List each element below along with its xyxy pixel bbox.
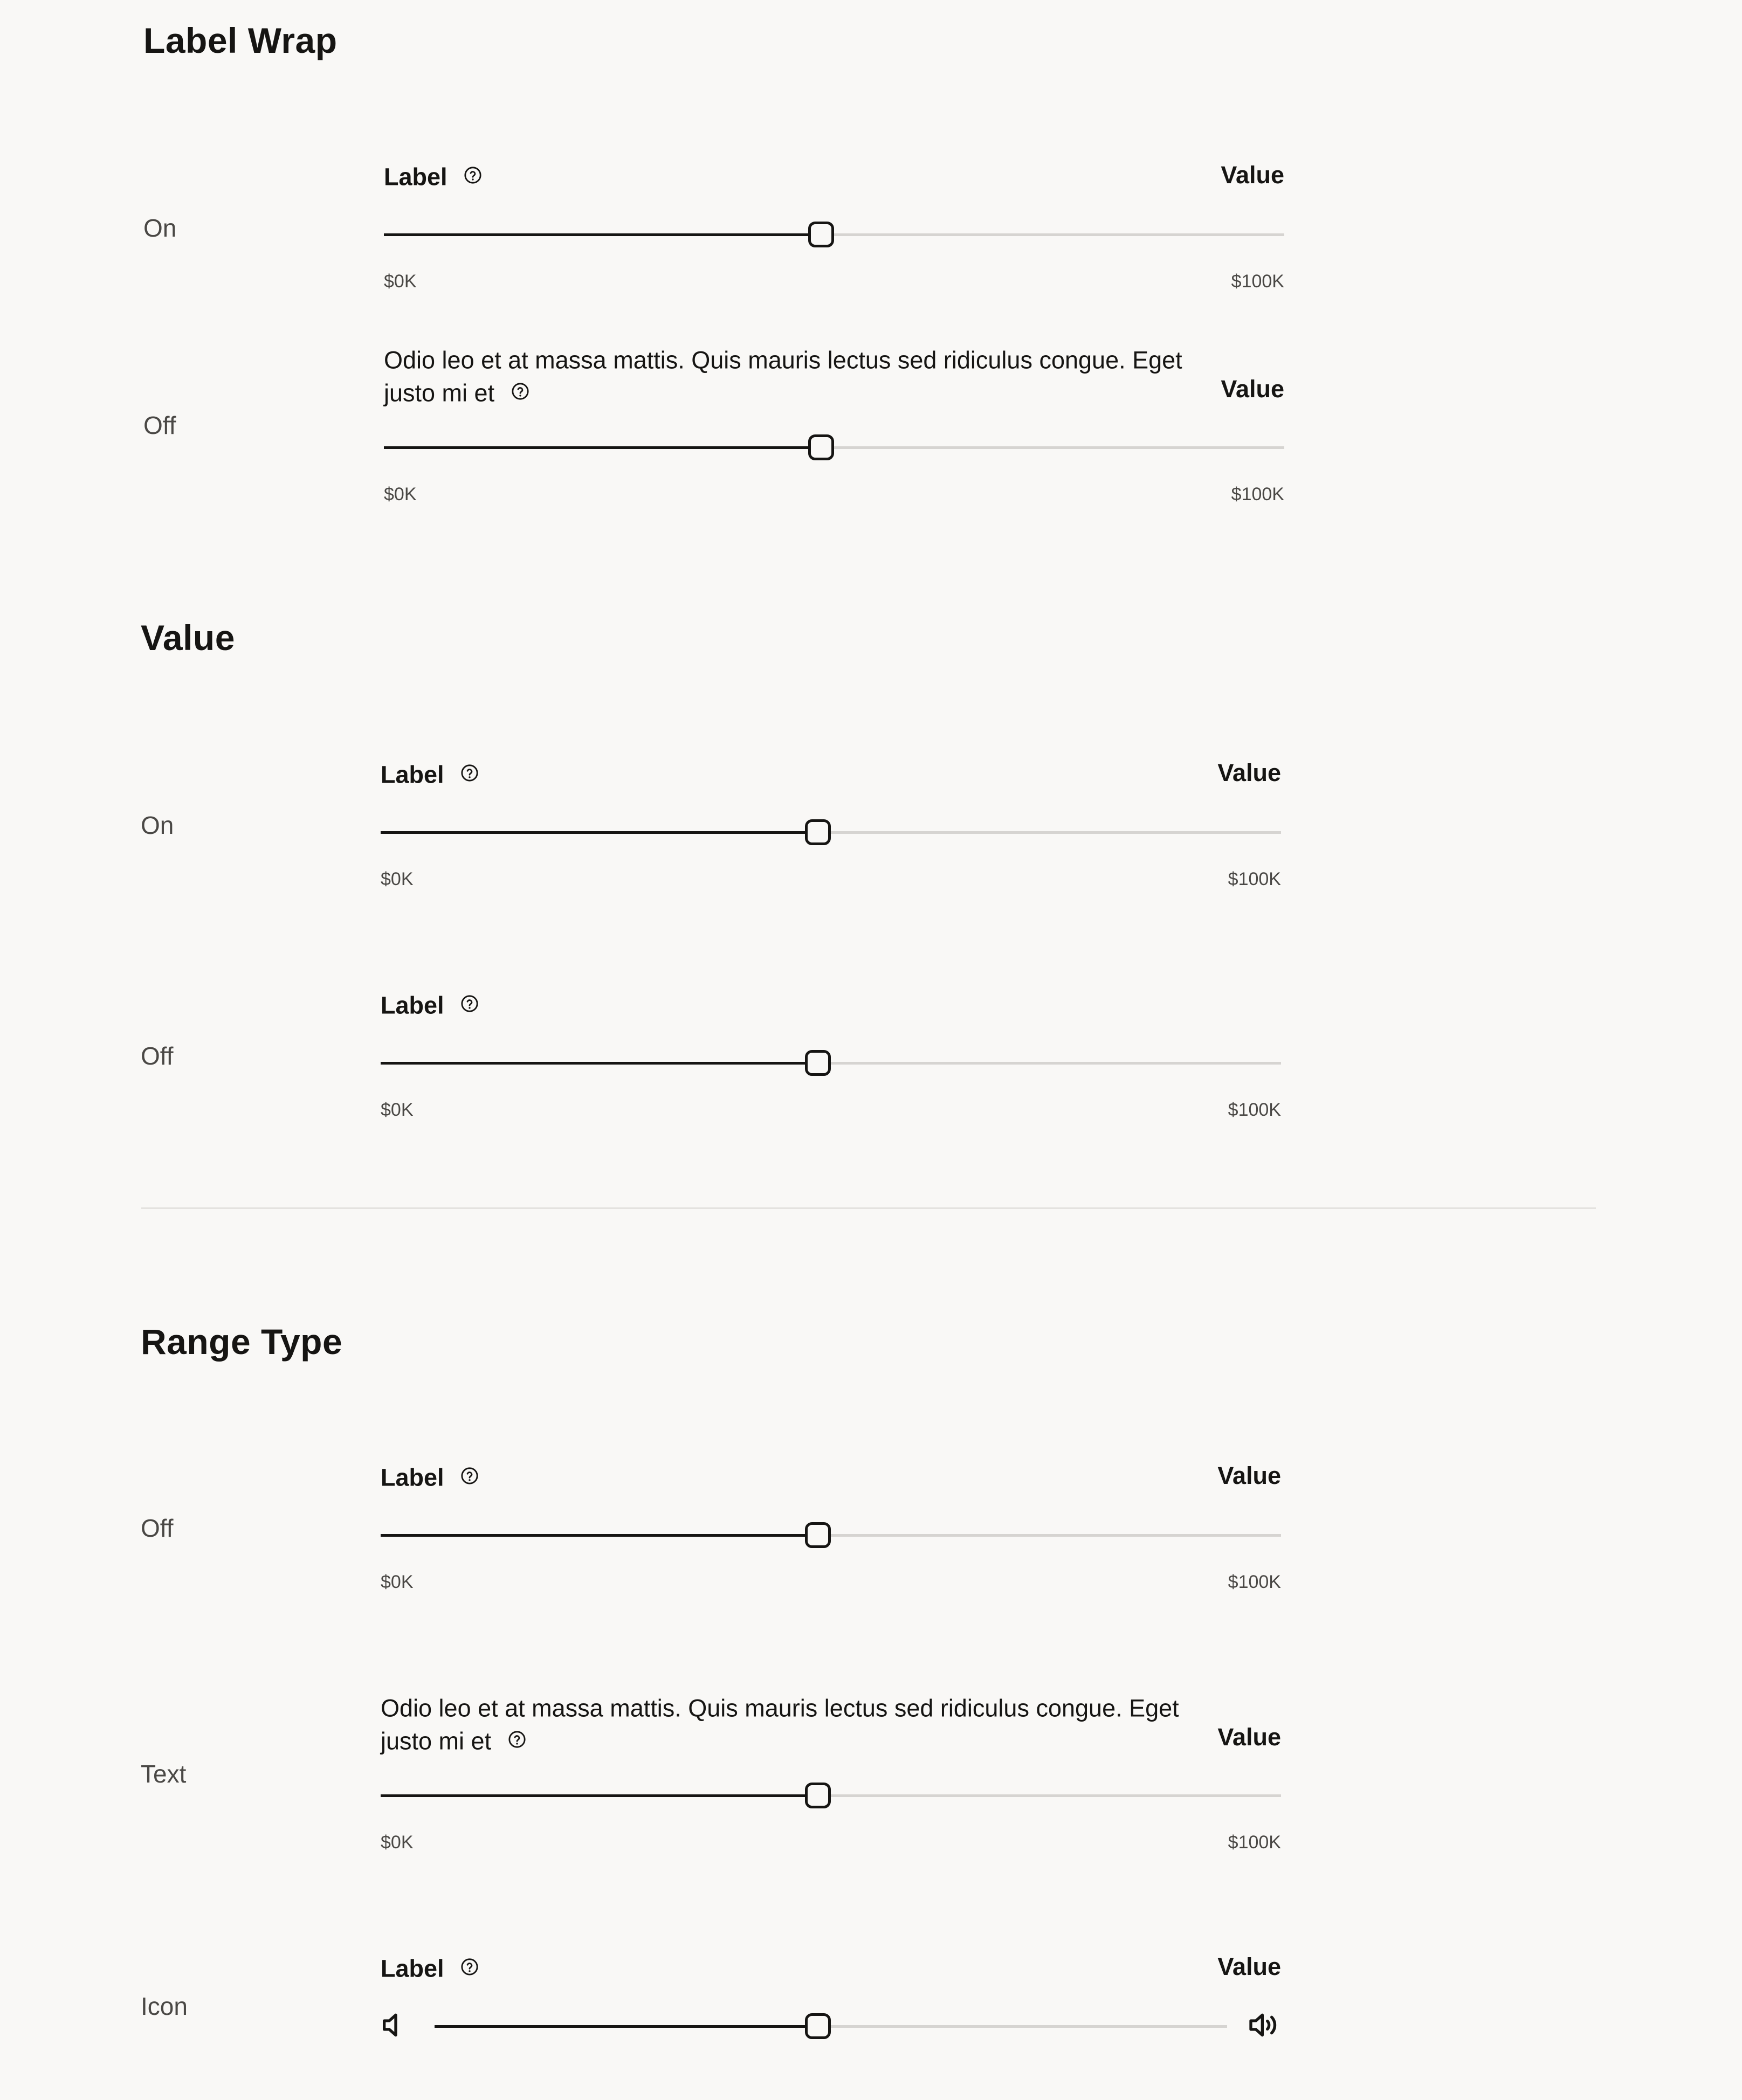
slider-label-text: Label bbox=[381, 1954, 444, 1982]
slider-thumb[interactable] bbox=[808, 434, 834, 460]
slider-track-fill bbox=[381, 831, 818, 834]
slider-label-text: Odio leo et at massa mattis. Quis mauris lectus sed ridiculus congue. Eget justo mi et bbox=[381, 1694, 1179, 1755]
slider-label-text: Odio leo et at massa mattis. Quis mauris lectus sed ridiculus congue. Eget justo mi et bbox=[384, 346, 1182, 407]
slider-value: Value bbox=[1217, 1462, 1281, 1489]
slider-track[interactable] bbox=[381, 1794, 1281, 1797]
help-circle-icon[interactable] bbox=[460, 1467, 479, 1485]
section-title-range-type: Range Type bbox=[141, 1322, 343, 1362]
range-slider bbox=[381, 1460, 1281, 1600]
slider-label bbox=[381, 988, 479, 1021]
slider-thumb[interactable] bbox=[808, 222, 834, 247]
slider-thumb[interactable] bbox=[805, 1050, 831, 1076]
slider-min-label: $0K bbox=[384, 484, 417, 505]
slider-label-text: Label bbox=[381, 991, 444, 1019]
slider-track-fill bbox=[435, 2025, 818, 2028]
slider-track[interactable] bbox=[381, 831, 1281, 834]
range-slider bbox=[381, 1691, 1281, 1863]
help-circle-icon[interactable] bbox=[460, 764, 479, 782]
slider-label-text: Label bbox=[384, 163, 447, 191]
slider-min-label: $0K bbox=[381, 1832, 414, 1853]
range-slider bbox=[381, 988, 1281, 1128]
slider-label bbox=[384, 343, 1193, 408]
slider-max-label: $100K bbox=[1228, 1572, 1281, 1592]
range-slider bbox=[384, 343, 1284, 515]
section-title-label-wrap: Label Wrap bbox=[143, 20, 338, 60]
help-circle-icon[interactable] bbox=[464, 166, 482, 184]
slider-min-label: $0K bbox=[381, 869, 414, 889]
help-circle-icon[interactable] bbox=[460, 1958, 479, 1976]
slider-value: Value bbox=[1221, 375, 1284, 403]
row-label: Off bbox=[141, 1514, 174, 1542]
slider-min-label: $0K bbox=[381, 1100, 414, 1120]
row-label: Off bbox=[141, 1042, 174, 1070]
range-slider bbox=[381, 1951, 1281, 2059]
slider-value: Value bbox=[1221, 161, 1284, 189]
slider-max-label: $100K bbox=[1228, 869, 1281, 889]
range-slider bbox=[381, 757, 1281, 897]
row-label: Icon bbox=[141, 1992, 188, 2020]
slider-max-label: $100K bbox=[1231, 484, 1284, 505]
help-circle-icon[interactable] bbox=[508, 1730, 526, 1749]
slider-track[interactable] bbox=[435, 2025, 1227, 2028]
slider-track-fill bbox=[384, 233, 821, 236]
row-label: Text bbox=[141, 1760, 187, 1788]
slider-track[interactable] bbox=[381, 1062, 1281, 1065]
slider-value: Value bbox=[1217, 1953, 1281, 1980]
slider-thumb[interactable] bbox=[805, 1783, 831, 1808]
slider-label-text: Label bbox=[381, 761, 444, 789]
section-divider bbox=[141, 1207, 1596, 1209]
slider-max-label: $100K bbox=[1231, 271, 1284, 292]
slider-min-label: $0K bbox=[384, 271, 417, 292]
slider-value: Value bbox=[1217, 1723, 1281, 1751]
slider-label-text: Label bbox=[381, 1463, 444, 1491]
range-slider bbox=[384, 160, 1284, 300]
slider-track-fill bbox=[381, 1534, 818, 1537]
slider-label bbox=[381, 1691, 1189, 1756]
volume-high-icon[interactable] bbox=[1247, 2008, 1281, 2042]
slider-thumb[interactable] bbox=[805, 2013, 831, 2039]
slider-track-fill bbox=[384, 446, 821, 449]
section-title-value: Value bbox=[141, 618, 235, 658]
row-label: On bbox=[141, 811, 174, 839]
slider-track[interactable] bbox=[384, 446, 1284, 449]
help-circle-icon[interactable] bbox=[460, 994, 479, 1013]
slider-label bbox=[381, 757, 479, 790]
slider-max-label: $100K bbox=[1228, 1832, 1281, 1853]
slider-max-label: $100K bbox=[1228, 1100, 1281, 1120]
slider-thumb[interactable] bbox=[805, 819, 831, 845]
slider-value: Value bbox=[1217, 759, 1281, 786]
slider-thumb[interactable] bbox=[805, 1522, 831, 1548]
row-label: On bbox=[143, 214, 177, 242]
slider-min-label: $0K bbox=[381, 1572, 414, 1592]
slider-track[interactable] bbox=[384, 233, 1284, 236]
row-label: Off bbox=[143, 411, 176, 439]
slider-label bbox=[381, 1460, 479, 1493]
slider-track-fill bbox=[381, 1794, 818, 1797]
slider-track[interactable] bbox=[381, 1534, 1281, 1537]
volume-low-icon[interactable] bbox=[378, 2008, 413, 2042]
slider-track-fill bbox=[381, 1062, 818, 1065]
slider-label bbox=[381, 1951, 479, 1984]
help-circle-icon[interactable] bbox=[511, 382, 529, 400]
slider-label bbox=[384, 160, 482, 192]
